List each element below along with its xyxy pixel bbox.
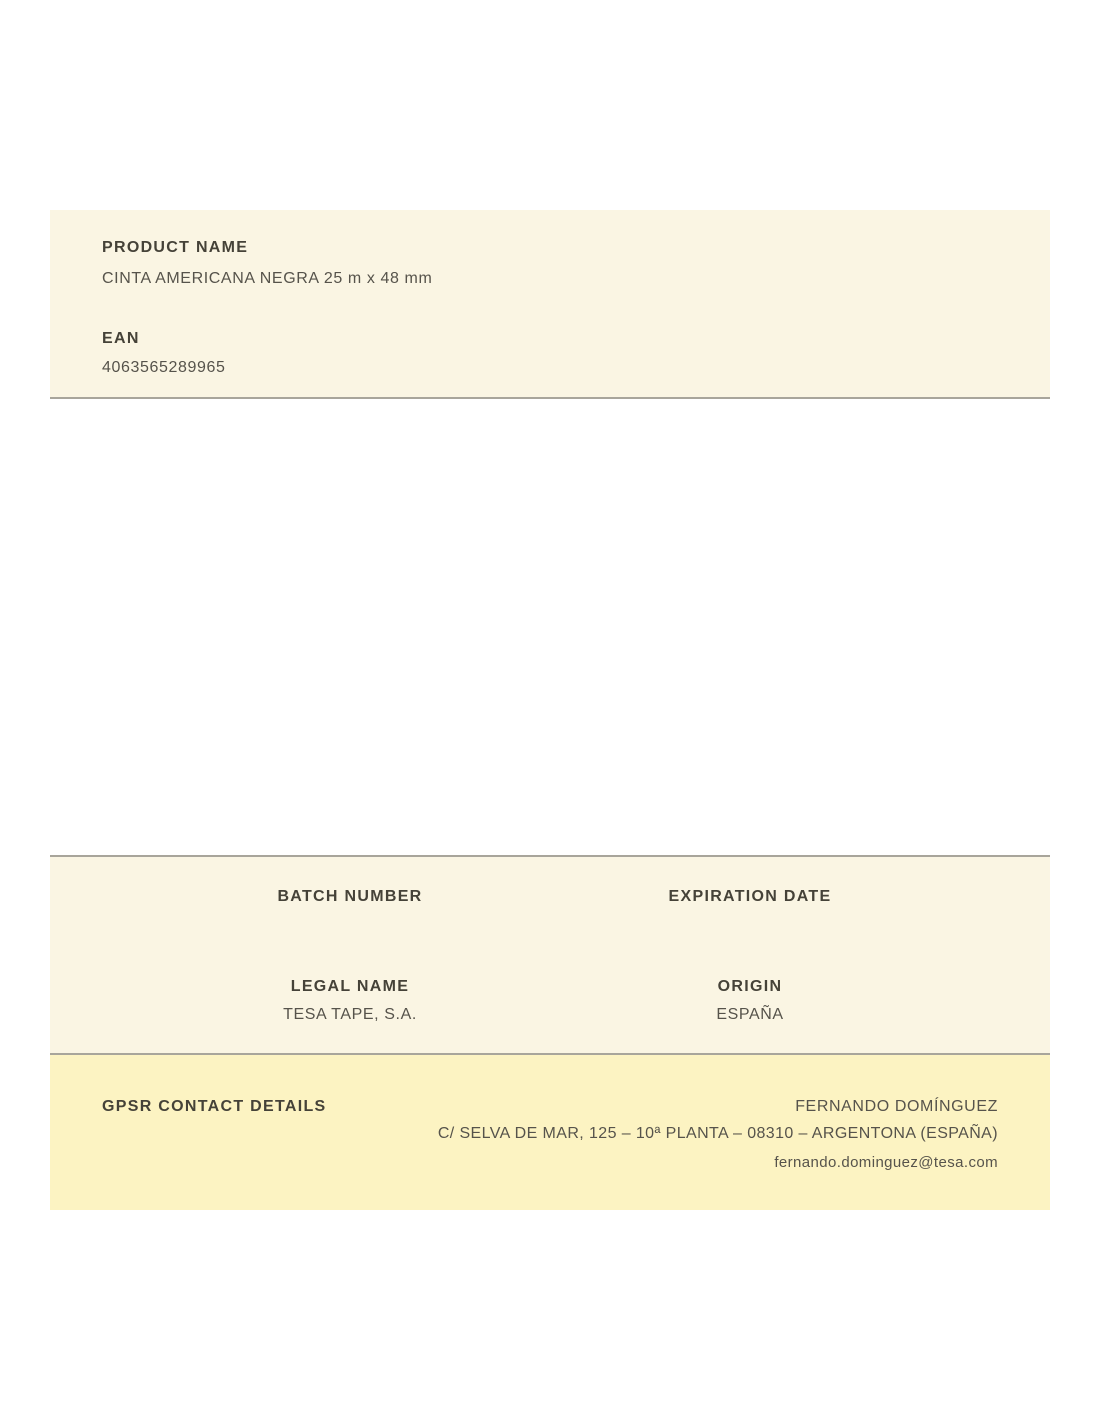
origin-label: ORIGIN	[717, 978, 783, 995]
origin-value: ESPAÑA	[716, 1006, 784, 1023]
gpsr-contact-info	[438, 1097, 998, 1210]
origin-field	[550, 977, 950, 1025]
batch-info-section	[50, 855, 1050, 1055]
batch-number-label: BATCH NUMBER	[277, 888, 423, 905]
gpsr-contact-label: GPSR CONTACT DETAILS	[102, 1098, 327, 1115]
contact-email: fernando.dominguez@tesa.com	[774, 1154, 998, 1171]
contact-person-name: FERNANDO DOMÍNGUEZ	[795, 1098, 998, 1115]
legal-name-value: TESA TAPE, S.A.	[283, 1006, 417, 1023]
product-name-label: PRODUCT NAME	[102, 239, 249, 256]
legal-name-field	[150, 977, 550, 1025]
batch-header-row	[150, 887, 950, 907]
expiration-date-label: EXPIRATION DATE	[668, 888, 832, 905]
legal-origin-row	[150, 977, 950, 1025]
contact-address: C/ SELVA DE MAR, 125 – 10ª PLANTA – 08310 – ARGENTONA (ESPAÑA)	[437, 1125, 998, 1142]
ean-value: 4063565289965	[102, 359, 226, 376]
ean-label: EAN	[102, 330, 140, 347]
product-info-section	[50, 210, 1050, 399]
legal-name-label: LEGAL NAME	[290, 978, 410, 995]
product-name-value: CINTA AMERICANA NEGRA 25 m x 48 mm	[102, 270, 433, 287]
gpsr-contact-section	[50, 1055, 1050, 1210]
